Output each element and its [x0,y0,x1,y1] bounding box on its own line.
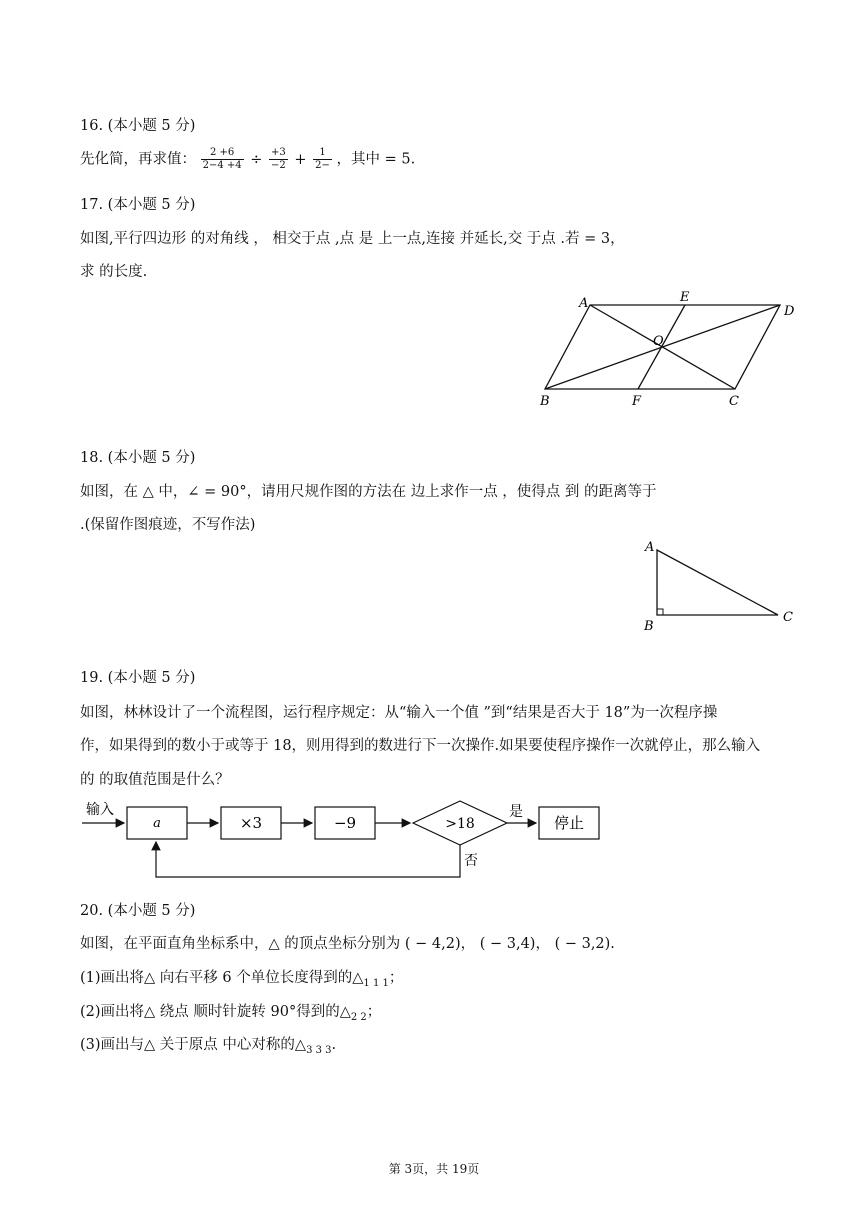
q16-fraction-3-numerator: 1 [313,147,332,160]
q16-prefix: 先化简，再求值： [80,151,196,168]
label-d: D [784,304,795,319]
q16-plus-sign: + [294,151,307,168]
label-b: B [540,394,550,409]
q16-fraction-3-denominator: 2− [315,160,330,171]
q19-text-line-1: 如图，林林设计了一个流程图，运行程序规定：从“输入一个值 ”到“结果是否大于 18”为一次程序操 [80,705,718,721]
label-a: A [645,540,655,555]
q20-text-line-1: 如图，在平面直角坐标系中，△ 的顶点坐标分别为 ( − 4,2)， ( − 3,4)， ( − 3,2). [80,936,615,952]
q20-item-3 [80,1033,336,1054]
q19-header: 19. (本小题 5 分) [80,670,196,686]
q17-text-line-1: 如图,平行四边形 的对角线 ， 相交于点 ,点 是 上一点,连接 并延长,交 于点 .若 = 3， [80,231,625,247]
q16-fraction-2 [269,147,288,172]
label-c: C [783,610,793,625]
q16-header: 16. (本小题 5 分) [80,118,196,134]
page-footer: 第 3页，共 19页 [388,1162,480,1176]
label-no: 否 [464,853,478,869]
q16-expression [80,147,415,172]
label-input: 输入 [86,802,114,818]
q20-item-1 [80,966,403,987]
label-b: B [644,619,654,634]
q20-item-1-end: ； [388,970,404,986]
right-triangle-figure [640,535,800,635]
q20-item-2-text: (2)画出将△ 绕点 顺时针旋转 90°得到的△ [80,1004,351,1020]
q17-text-line-2: 求 的长度. [80,264,148,280]
label-c: C [729,394,739,409]
label-times-3: ×3 [239,814,263,832]
q20-item-3-subscripts: 3 3 3 [306,1045,332,1056]
right-angle-mark [657,609,663,615]
label-e: E [680,290,690,305]
flowchart [78,795,618,885]
q20-item-1-subscripts: 1 1 1 [363,978,389,989]
q16-fraction-1-numerator: 2 +6 [201,147,244,160]
q20-item-1-text: (1)画出将△ 向右平移 6 个单位长度得到的△ [80,970,364,986]
q16-fraction-2-numerator: +3 [271,147,286,158]
label-minus-9: −9 [333,814,357,832]
q18-header: 18. (本小题 5 分) [80,450,196,466]
label-gt-18: >18 [445,816,475,832]
q20-header: 20. (本小题 5 分) [80,903,196,919]
q20-item-2 [80,1000,381,1021]
q20-item-2-end: ； [366,1004,382,1020]
q19-text-line-3: 的 的取值范围是什么？ [80,772,230,788]
label-o: O [653,334,664,349]
q18-text-line-1: 如图，在 △ 中，∠ = 90°，请用尺规作图的方法在 边上求作一点 ，使得点 到 的距离等于 [80,484,657,500]
triangle-abc [657,550,778,615]
label-a: a [153,816,161,831]
label-f: F [632,394,642,409]
q20-item-2-subscripts: 2 2 [350,1012,367,1023]
arrow-no-loop [156,842,460,877]
q16-divide-sign: ÷ [250,151,263,168]
q20-item-3-end: . [331,1037,337,1053]
label-stop: 停止 [553,814,585,832]
label-yes: 是 [509,804,523,820]
q18-text-line-2: .(保留作图痕迹，不写作法) [80,517,256,533]
q16-fraction-1 [201,147,244,172]
q16-fraction-1-denominator: 2−4 +4 [202,160,242,171]
q16-fraction-2-denominator: −2 [271,160,286,171]
q19-text-line-2: 作，如果得到的数小于或等于 18，则用得到的数进行下一次操作.如果要使程序操作一次就停止，那么输入 [80,738,761,754]
q20-item-3-text: (3)画出与△ 关于原点 中心对称的△ [80,1037,307,1053]
q17-header: 17. (本小题 5 分) [80,197,196,213]
parallelogram-figure [530,285,800,410]
label-a: A [579,296,589,311]
q16-fraction-3 [313,147,332,172]
q16-suffix: ，其中 = 5. [336,151,416,168]
